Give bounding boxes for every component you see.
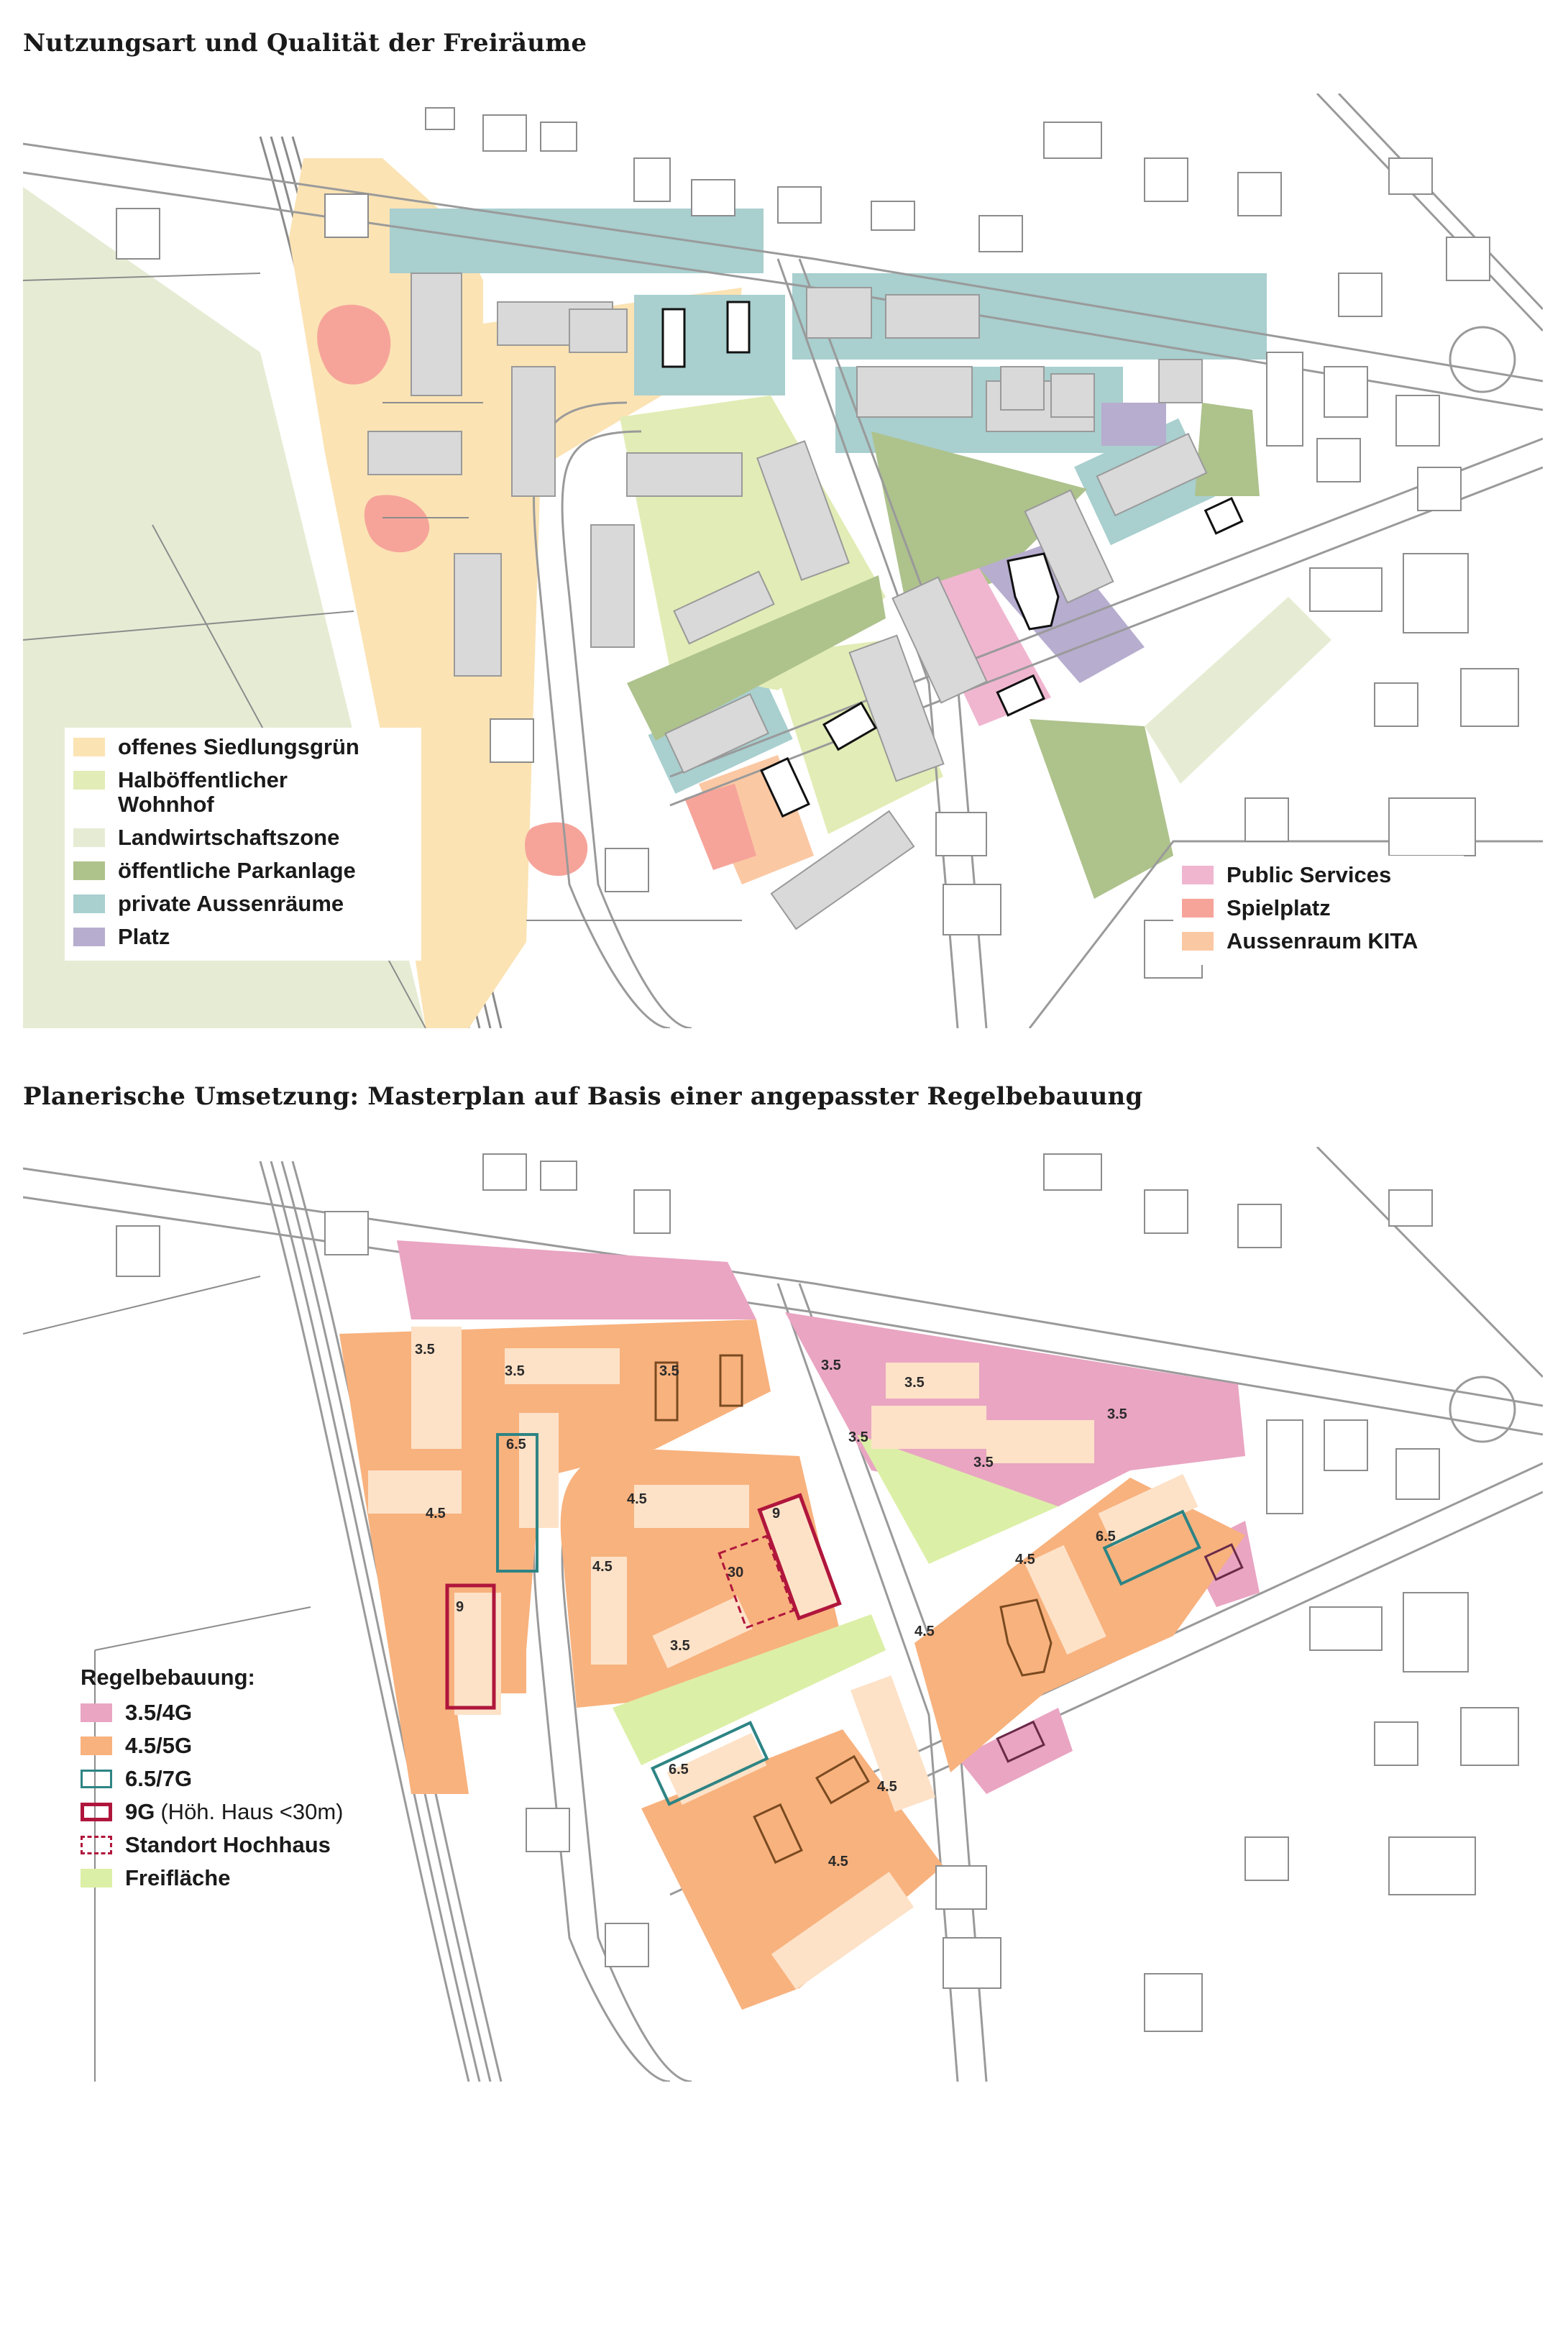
height-label: 4.5 <box>627 1491 647 1507</box>
legend-label: offenes Siedlungsgrün <box>118 734 359 759</box>
height-label: 6.5 <box>1096 1529 1116 1545</box>
legend-item-freiflaeche <box>81 1866 454 1890</box>
legend-swatch <box>81 1869 112 1887</box>
height-label: 9 <box>772 1506 781 1522</box>
legend-label: Spielplatz <box>1227 895 1331 920</box>
height-label: 6.5 <box>669 1762 689 1777</box>
masterplan-map <box>23 1147 1543 2082</box>
height-label: 4.5 <box>828 1854 848 1870</box>
section-1-title: Nutzungsart und Qualität der Freiräume <box>23 29 587 58</box>
legend-label: 9G <box>125 1799 155 1824</box>
height-label: 4.5 <box>877 1779 897 1795</box>
legend-item-aussenraum-kita <box>1182 929 1455 953</box>
usage-legend <box>65 728 421 961</box>
legend-title: Regelbebauung: <box>81 1665 255 1690</box>
height-label: 4.5 <box>426 1506 446 1522</box>
height-label: 3.5 <box>848 1429 868 1445</box>
height-label: 3.5 <box>415 1342 435 1358</box>
legend-swatch <box>81 1770 112 1788</box>
legend-item-6-5-7g <box>81 1767 454 1791</box>
legend-item-private-aussenraeume <box>73 892 413 916</box>
masterplan-legend <box>81 1665 454 1899</box>
legend-note: (Höh. Haus <30m) <box>160 1799 344 1824</box>
legend-item-4-5-5g <box>81 1734 454 1758</box>
legend-item-public-services <box>1182 863 1455 887</box>
legend-item-oeffentliche-parkanlage <box>73 859 413 883</box>
legend-swatch <box>73 861 105 880</box>
legend-label: 3.5/4G <box>125 1700 193 1725</box>
legend-item-standort-hochhaus <box>81 1833 454 1857</box>
height-label: 4.5 <box>914 1624 935 1639</box>
legend-item-3-5-4g <box>81 1701 454 1725</box>
height-label: 6.5 <box>506 1437 526 1452</box>
usage-quality-map <box>23 93 1543 1028</box>
legend-swatch <box>81 1836 112 1854</box>
legend-label: Aussenraum KITA <box>1227 928 1418 953</box>
legend-label: Freifläche <box>125 1865 231 1890</box>
legend-label: Public Services <box>1227 862 1392 887</box>
legend-item-9g <box>81 1800 454 1824</box>
legend-label: Platz <box>118 924 170 949</box>
height-label: 3.5 <box>821 1358 841 1373</box>
legend-item-halboeffentlicher-wohnhof <box>73 768 413 817</box>
legend-label: 6.5/7G <box>125 1766 193 1791</box>
height-label: 3.5 <box>670 1638 690 1654</box>
height-label: 3.5 <box>505 1363 525 1379</box>
legend-label: Standort Hochhaus <box>125 1832 331 1857</box>
legend-item-landwirtschaftszone <box>73 825 413 850</box>
legend-label: private Aussenräume <box>118 891 344 916</box>
height-label: 4.5 <box>592 1559 613 1575</box>
height-label: 9 <box>456 1599 464 1615</box>
legend-swatch <box>1182 866 1214 884</box>
legend-swatch <box>81 1736 112 1755</box>
height-label: 3.5 <box>904 1375 925 1391</box>
legend-swatch <box>73 928 105 946</box>
masterplan-map-graphic <box>23 1147 1543 2082</box>
legend-item-offenes-siedlungsgruen <box>73 735 413 759</box>
height-label: 4.5 <box>1015 1552 1035 1568</box>
legend-swatch <box>73 894 105 913</box>
legend-swatch <box>73 828 105 847</box>
legend-swatch <box>1182 899 1214 918</box>
legend-label: öffentliche Parkanlage <box>118 858 356 883</box>
legend-item-platz <box>73 925 413 949</box>
legend-label: Halböffentlicher Wohnhof <box>118 767 288 817</box>
services-legend <box>1173 856 1464 965</box>
legend-label: Landwirtschaftszone <box>118 825 340 850</box>
legend-item-spielplatz <box>1182 896 1455 920</box>
height-label: 3.5 <box>659 1363 679 1379</box>
legend-swatch <box>81 1703 112 1722</box>
section-2-title: Planerische Umsetzung: Masterplan auf Basis einer angepasster Regelbebauung <box>23 1082 1143 1111</box>
legend-swatch <box>1182 932 1214 951</box>
legend-swatch <box>81 1803 112 1821</box>
height-label: 3.5 <box>973 1455 994 1470</box>
height-label: 3.5 <box>1107 1406 1127 1422</box>
legend-swatch <box>73 738 105 756</box>
legend-label: 4.5/5G <box>125 1733 193 1758</box>
legend-swatch <box>73 771 105 790</box>
height-label: 30 <box>728 1565 744 1580</box>
